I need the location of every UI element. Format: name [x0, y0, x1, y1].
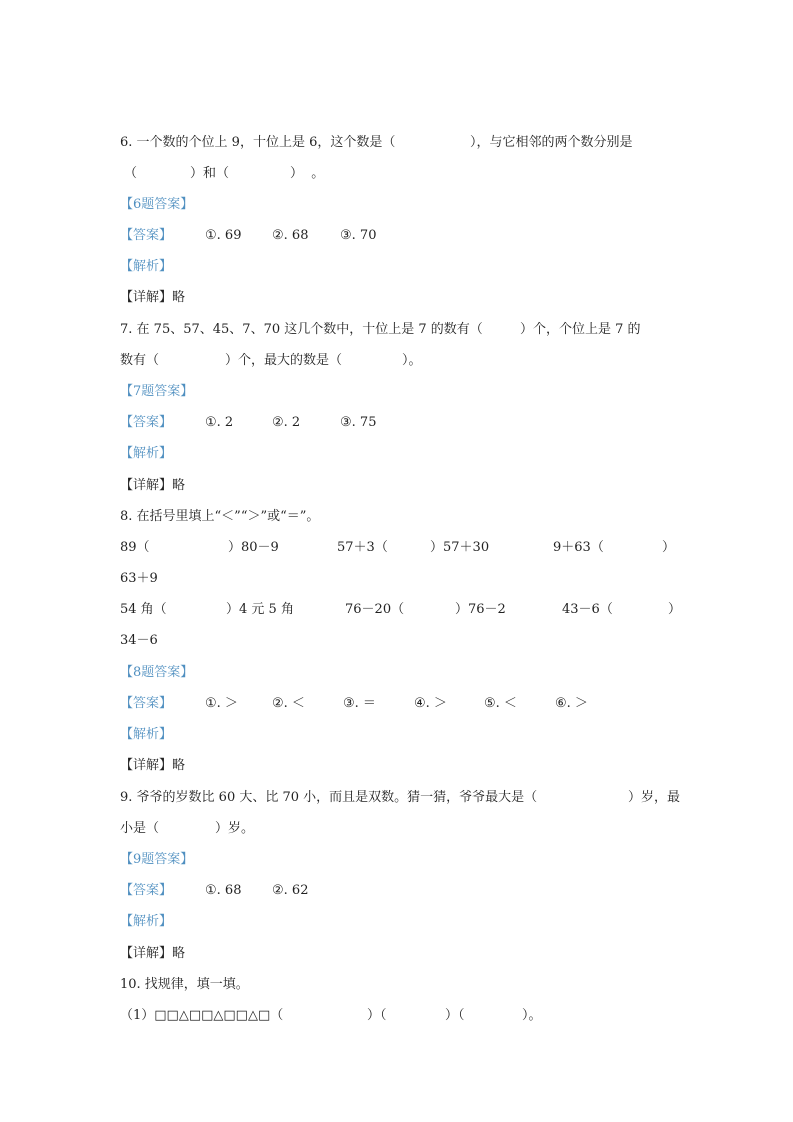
q9-text: 小是（: [120, 821, 160, 836]
q8-item: 9＋63（: [553, 540, 604, 555]
answer-item: ④. ＞: [414, 696, 447, 711]
detail-label: 【详解】略: [120, 946, 186, 961]
answer-item: ②. 62: [272, 883, 309, 898]
answer-label: 【答案】: [120, 228, 173, 243]
answer-item: ③. 75: [340, 415, 377, 430]
detail-label: 【详解】略: [120, 758, 186, 773]
detail-label: 【详解】略: [120, 290, 186, 305]
answer-item: ②. 2: [272, 415, 301, 430]
q8-item: 57＋3（: [337, 540, 388, 555]
q8-item: ）80－9: [228, 540, 279, 555]
q7-text: ）。: [402, 353, 422, 368]
q10-text: ）（: [367, 1008, 387, 1023]
q8-item: ）4 元 5 角: [226, 602, 294, 617]
q10-title: 10. 找规律，填一填。: [120, 977, 249, 992]
q8-item: ）76－2: [455, 602, 506, 617]
answer-label: 【答案】: [120, 883, 173, 898]
q6-text: ） 。: [290, 166, 325, 181]
q10-text: （1）□□△□□△□□△□（: [120, 1008, 284, 1023]
q6-text: 6. 一个数的个位上 9，十位上是 6，这个数是（: [120, 135, 396, 150]
q7-answer-heading: 【7题答案】: [120, 384, 194, 399]
q7-text: ）个，个位上是 7 的: [520, 322, 641, 337]
q10-text: ）（: [445, 1008, 465, 1023]
q8-item: 76－20（: [345, 602, 405, 617]
q7-text: 7. 在 75、57、45、7、70 这几个数中，十位上是 7 的数有（: [120, 322, 483, 337]
q8-item: 63＋9: [120, 571, 158, 586]
detail-label: 【详解】略: [120, 478, 186, 493]
analysis-label: 【解析】: [120, 914, 173, 929]
answer-item: ⑥. ＞: [555, 696, 588, 711]
q8-item: ）57＋30: [430, 540, 490, 555]
q9-text: ）岁，最: [628, 790, 681, 805]
q8-answer-heading: 【8题答案】: [120, 665, 194, 680]
q7-text: ）个，最大的数是（: [225, 353, 343, 368]
q6-text: ），与它相邻的两个数分别是: [470, 135, 633, 150]
answer-item: ①. 69: [205, 228, 242, 243]
answer-item: ③. 70: [340, 228, 377, 243]
answer-item: ①. 2: [205, 415, 234, 430]
q8-item: 34－6: [120, 633, 158, 648]
answer-item: ①. ＞: [205, 696, 238, 711]
q9-text: 9. 爷爷的岁数比 60 大、比 70 小，而且是双数。猜一猜，爷爷最大是（: [120, 790, 538, 805]
q10-text: ）。: [522, 1008, 542, 1023]
q8-item: 89（: [120, 540, 150, 555]
analysis-label: 【解析】: [120, 446, 173, 461]
answer-label: 【答案】: [120, 415, 173, 430]
answer-item: ⑤. ＜: [484, 696, 517, 711]
answer-label: 【答案】: [120, 696, 173, 711]
q9-text: ）岁。: [215, 821, 255, 836]
analysis-label: 【解析】: [120, 259, 173, 274]
q8-item: 54 角（: [120, 602, 167, 617]
q7-text: 数有（: [120, 353, 160, 368]
analysis-label: 【解析】: [120, 727, 173, 742]
answer-item: ③. ＝: [343, 696, 376, 711]
q6-text: （: [124, 166, 138, 181]
answer-item: ②. 68: [272, 228, 309, 243]
q6-answer-heading: 【6题答案】: [120, 197, 194, 212]
q6-text: ）和（: [190, 166, 230, 181]
q8-title: 8. 在括号里填上“＜”“＞”或“＝”。: [120, 509, 320, 524]
q8-item: ）: [662, 540, 676, 555]
answer-item: ①. 68: [205, 883, 242, 898]
q8-item: 43－6（: [562, 602, 613, 617]
q8-item: ）: [668, 602, 682, 617]
answer-item: ②. ＜: [272, 696, 305, 711]
q9-answer-heading: 【9题答案】: [120, 852, 194, 867]
